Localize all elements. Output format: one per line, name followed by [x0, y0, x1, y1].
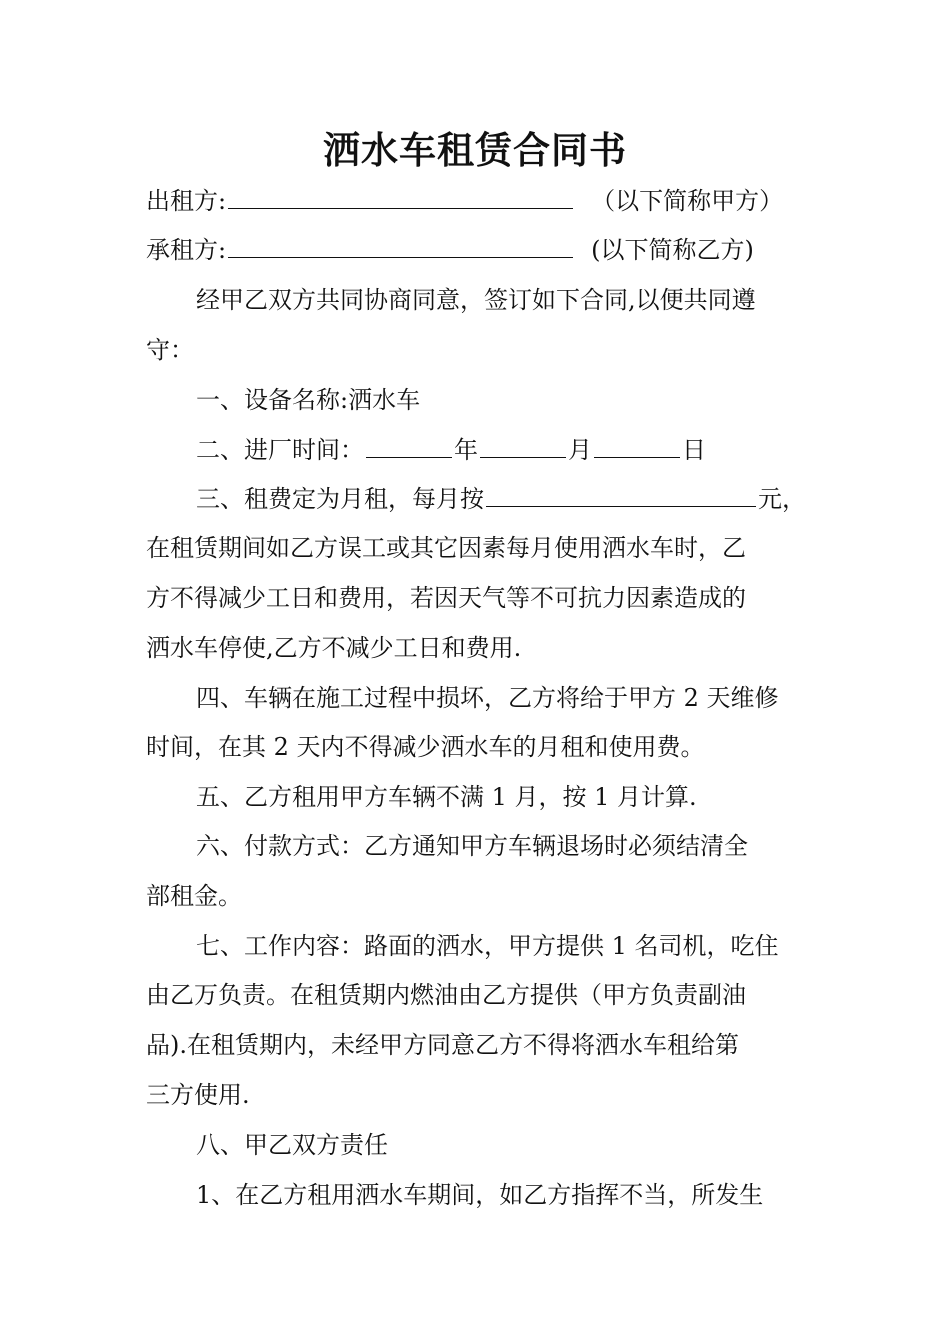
clause-5: 五、乙方租用甲方车辆不满 1 月，按 1 月计算.	[196, 783, 697, 811]
month-blank	[480, 433, 566, 458]
clause-7-line-1: 七、工作内容：路面的洒水，甲方提供 1 名司机，吃住	[196, 932, 779, 960]
lessee-note: (以下简称乙方)	[591, 236, 754, 264]
day-blank	[594, 433, 680, 458]
lessor-label: 出租方:	[146, 187, 227, 215]
clause-3-line-4: 洒水车停使,乙方不减少工日和费用.	[146, 634, 522, 662]
clause-3-prefix: 三、租费定为月租，每月按	[196, 485, 484, 513]
year-blank	[366, 433, 452, 458]
clause-3-line-3: 方不得减少工日和费用，若因天气等不可抗力因素造成的	[146, 584, 746, 612]
lessee-blank	[228, 233, 573, 258]
clause-4-line-1: 四、车辆在施工过程中损坏，乙方将给于甲方 2 天维修	[196, 684, 779, 712]
document-title: 洒水车租赁合同书	[323, 128, 627, 172]
lessor-blank	[228, 184, 573, 209]
intro-line-2: 守：	[146, 336, 194, 364]
fee-blank	[486, 482, 756, 507]
clause-1: 一、设备名称:洒水车	[196, 386, 421, 414]
intro-line-1: 经甲乙双方共同协商同意，签订如下合同,以便共同遵	[196, 286, 756, 314]
clause-2-prefix: 二、进厂时间：	[196, 436, 364, 464]
clause-7-line-2: 由乙万负责。在租赁期内燃油由乙方提供（甲方负责副油	[146, 981, 746, 1009]
clause-7-line-4: 三方使用.	[146, 1081, 250, 1109]
clause-4-line-2: 时间，在其 2 天内不得减少洒水车的月租和使用费。	[146, 733, 705, 761]
clause-6-line-2: 部租金。	[146, 882, 242, 910]
clause-2	[196, 433, 816, 466]
month-label: 月	[568, 436, 592, 464]
clause-7-line-3: 品).在租赁期内，未经甲方同意乙方不得将洒水车租给第	[146, 1031, 739, 1059]
year-label: 年	[454, 436, 478, 464]
lessor-line	[146, 184, 816, 217]
lessor-note: （以下简称甲方）	[591, 187, 784, 215]
clause-3-line-2: 在租赁期间如乙方误工或其它因素每月使用洒水车时，乙	[146, 534, 746, 562]
lessee-label: 承租方:	[146, 236, 227, 264]
clause-3-suffix: 元，	[758, 485, 806, 513]
lessee-line	[146, 233, 816, 266]
clause-8-1: 1、在乙方租用洒水车期间，如乙方指挥不当，所发生	[196, 1181, 764, 1209]
clause-3-line-1	[196, 482, 816, 515]
clause-8-heading: 八、甲乙双方责任	[196, 1131, 388, 1159]
day-label: 日	[682, 436, 706, 464]
clause-6-line-1: 六、付款方式：乙方通知甲方车辆退场时必须结清全	[196, 832, 748, 860]
